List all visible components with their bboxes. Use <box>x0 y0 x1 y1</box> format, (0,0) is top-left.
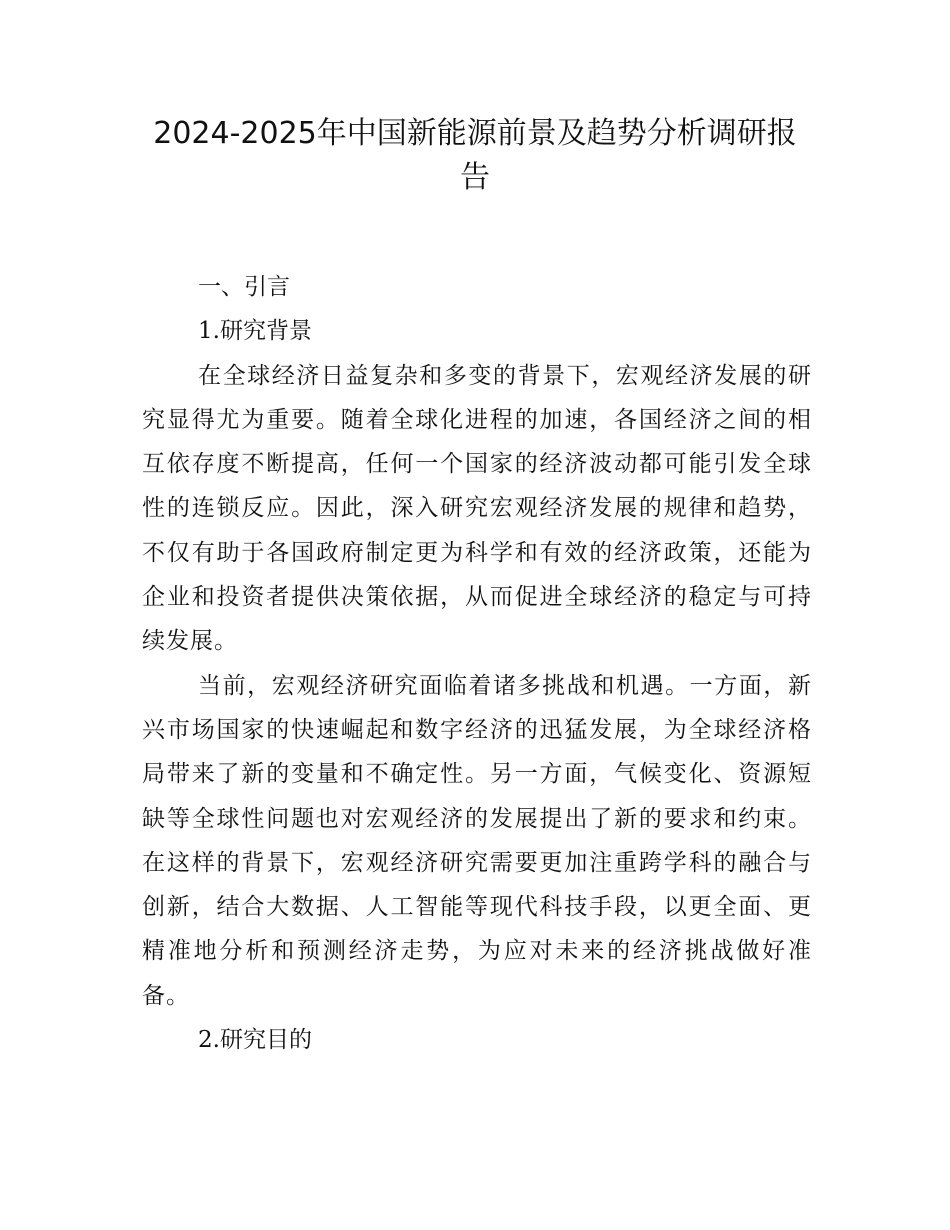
document-body <box>142 265 812 1062</box>
document-title: 2024-2025年中国新能源前景及趋势分析调研报告 <box>153 116 797 195</box>
subsection-heading-research-background: 1.研究背景 <box>198 318 312 345</box>
section-heading-introduction: 一、引言 <box>198 274 290 300</box>
paragraph-background-2: 当前，宏观经济研究面临着诸多挑战和机遇。一方面，新兴市场国家的快速崛起和数字经济的迅猛发展，为全球经济格局带来了新的变量和不确定性。另一方面，气候变化、资源短缺等全球性问题也对宏观经济的发展提出了新的要求和约束。在这样的背景下，宏观经济研究需要更加注重跨学科的融合与创新，结合大数据、人工智能等现代科技手段，以更全面、更精准地分析和预测经济走势，为应对未来的经济挑战做好准备。 <box>142 672 812 1009</box>
subsection-heading-research-purpose: 2.研究目的 <box>198 1027 312 1054</box>
paragraph-background-1: 在全球经济日益复杂和多变的背景下，宏观经济发展的研究显得尤为重要。随着全球化进程的加速，各国经济之间的相互依存度不断提高，任何一个国家的经济波动都可能引发全球性的连锁反应。因此，深入研究宏观经济发展的规律和趋势，不仅有助于各国政府制定更为科学和有效的经济政策，还能为企业和投资者提供决策依据，从而促进全球经济的稳定与可持续发展。 <box>142 362 812 655</box>
